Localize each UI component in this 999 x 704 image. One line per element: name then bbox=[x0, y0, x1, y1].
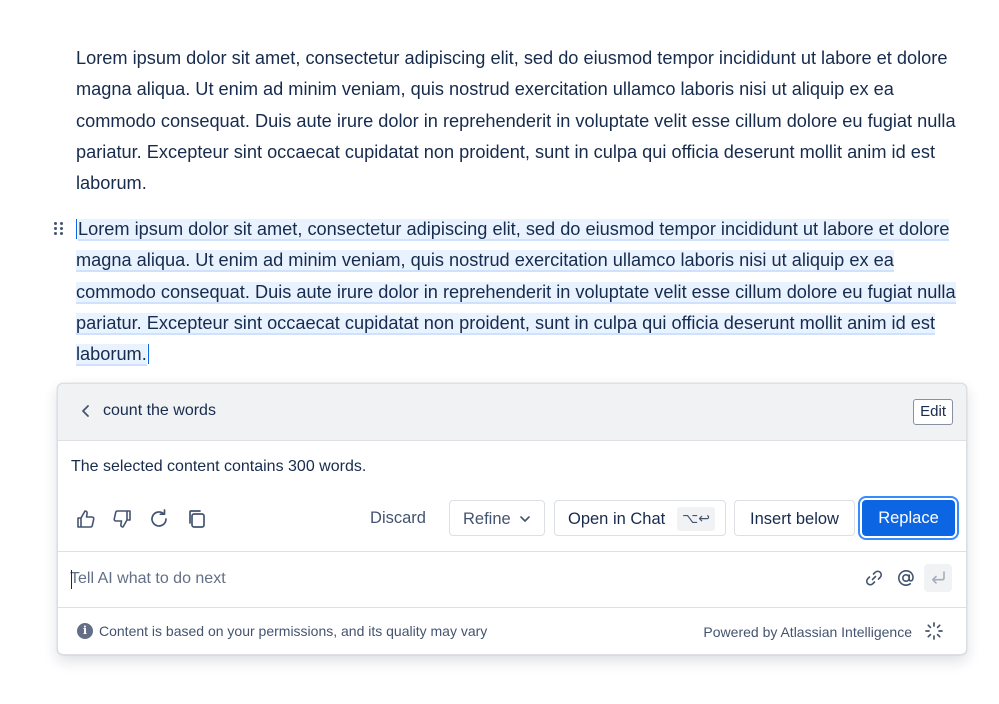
paragraph-2-text: Lorem ipsum dolor sit amet, consectetur adipiscing elit, sed do eiusmod tempor incididunt ut labore et dolore magna aliqua. Ut enim ad minim veniam, quis nostrud exercitation ullamco laboris nisi ut aliquip ex ea commodo consequat. Duis aute irure dolor in reprehenderit in voluptate velit esse cillum dolore eu fugiat nulla pariatur. Excepteur sint occaecat cupidatat non proident, sunt in culpa qui officia deserunt mollit anim id est laborum. bbox=[76, 219, 956, 365]
thumbs-up-icon[interactable] bbox=[74, 507, 98, 531]
retry-icon[interactable] bbox=[147, 507, 171, 531]
send-button[interactable] bbox=[924, 564, 952, 592]
discard-button[interactable]: Discard bbox=[370, 509, 426, 527]
selection-start-caret bbox=[76, 219, 77, 239]
open-in-chat-button[interactable] bbox=[554, 500, 726, 536]
input-caret bbox=[71, 570, 72, 589]
refine-dropdown-button[interactable] bbox=[449, 500, 545, 536]
powered-by-text: Powered by Atlassian Intelligence bbox=[703, 624, 912, 640]
prompt-title: count the words bbox=[103, 402, 216, 419]
divider bbox=[58, 551, 966, 552]
paragraph-2-selected[interactable] bbox=[76, 214, 956, 370]
atlassian-intelligence-icon bbox=[924, 621, 944, 641]
return-arrow-icon bbox=[929, 570, 947, 586]
ai-panel-header bbox=[58, 384, 966, 441]
edit-button[interactable]: Edit bbox=[913, 399, 953, 425]
chevron-down-icon bbox=[518, 512, 532, 526]
footer-info-text: Content is based on your permissions, and its quality may vary bbox=[99, 623, 488, 639]
ai-result-text: The selected content contains 300 words. bbox=[71, 458, 367, 475]
divider bbox=[58, 607, 966, 608]
thumbs-down-icon[interactable] bbox=[110, 507, 134, 531]
open-in-chat-label: Open in Chat bbox=[568, 510, 666, 528]
paragraph-1-text: Lorem ipsum dolor sit amet, consectetur adipiscing elit, sed do eiusmod tempor incididunt ut labore et dolore magna aliqua. Ut enim ad minim veniam, quis nostrud exercitation ullamco laboris nisi ut aliquip ex ea commodo consequat. Duis aute irure dolor in reprehenderit in voluptate velit esse cillum dolore eu fugiat nulla pariatur. Excepteur sint occaecat cupidatat non proident, sunt in culpa qui officia deserunt mollit anim id est laborum. bbox=[76, 48, 956, 194]
drag-handle-icon[interactable] bbox=[53, 221, 65, 237]
ai-prompt-input[interactable] bbox=[70, 559, 850, 599]
mention-at-icon[interactable] bbox=[896, 568, 916, 588]
ai-panel bbox=[57, 383, 967, 655]
chevron-left-icon[interactable] bbox=[77, 402, 95, 420]
keyboard-shortcut-badge: ⌥↩ bbox=[677, 507, 715, 531]
copy-icon[interactable] bbox=[185, 507, 209, 531]
replace-button[interactable]: Replace bbox=[862, 500, 955, 536]
selection-end-caret bbox=[148, 344, 149, 364]
paragraph-1[interactable] bbox=[76, 43, 956, 199]
link-icon[interactable] bbox=[864, 568, 884, 588]
refine-label: Refine bbox=[463, 510, 511, 528]
insert-below-button[interactable]: Insert below bbox=[734, 500, 855, 536]
info-icon: i bbox=[77, 623, 93, 639]
